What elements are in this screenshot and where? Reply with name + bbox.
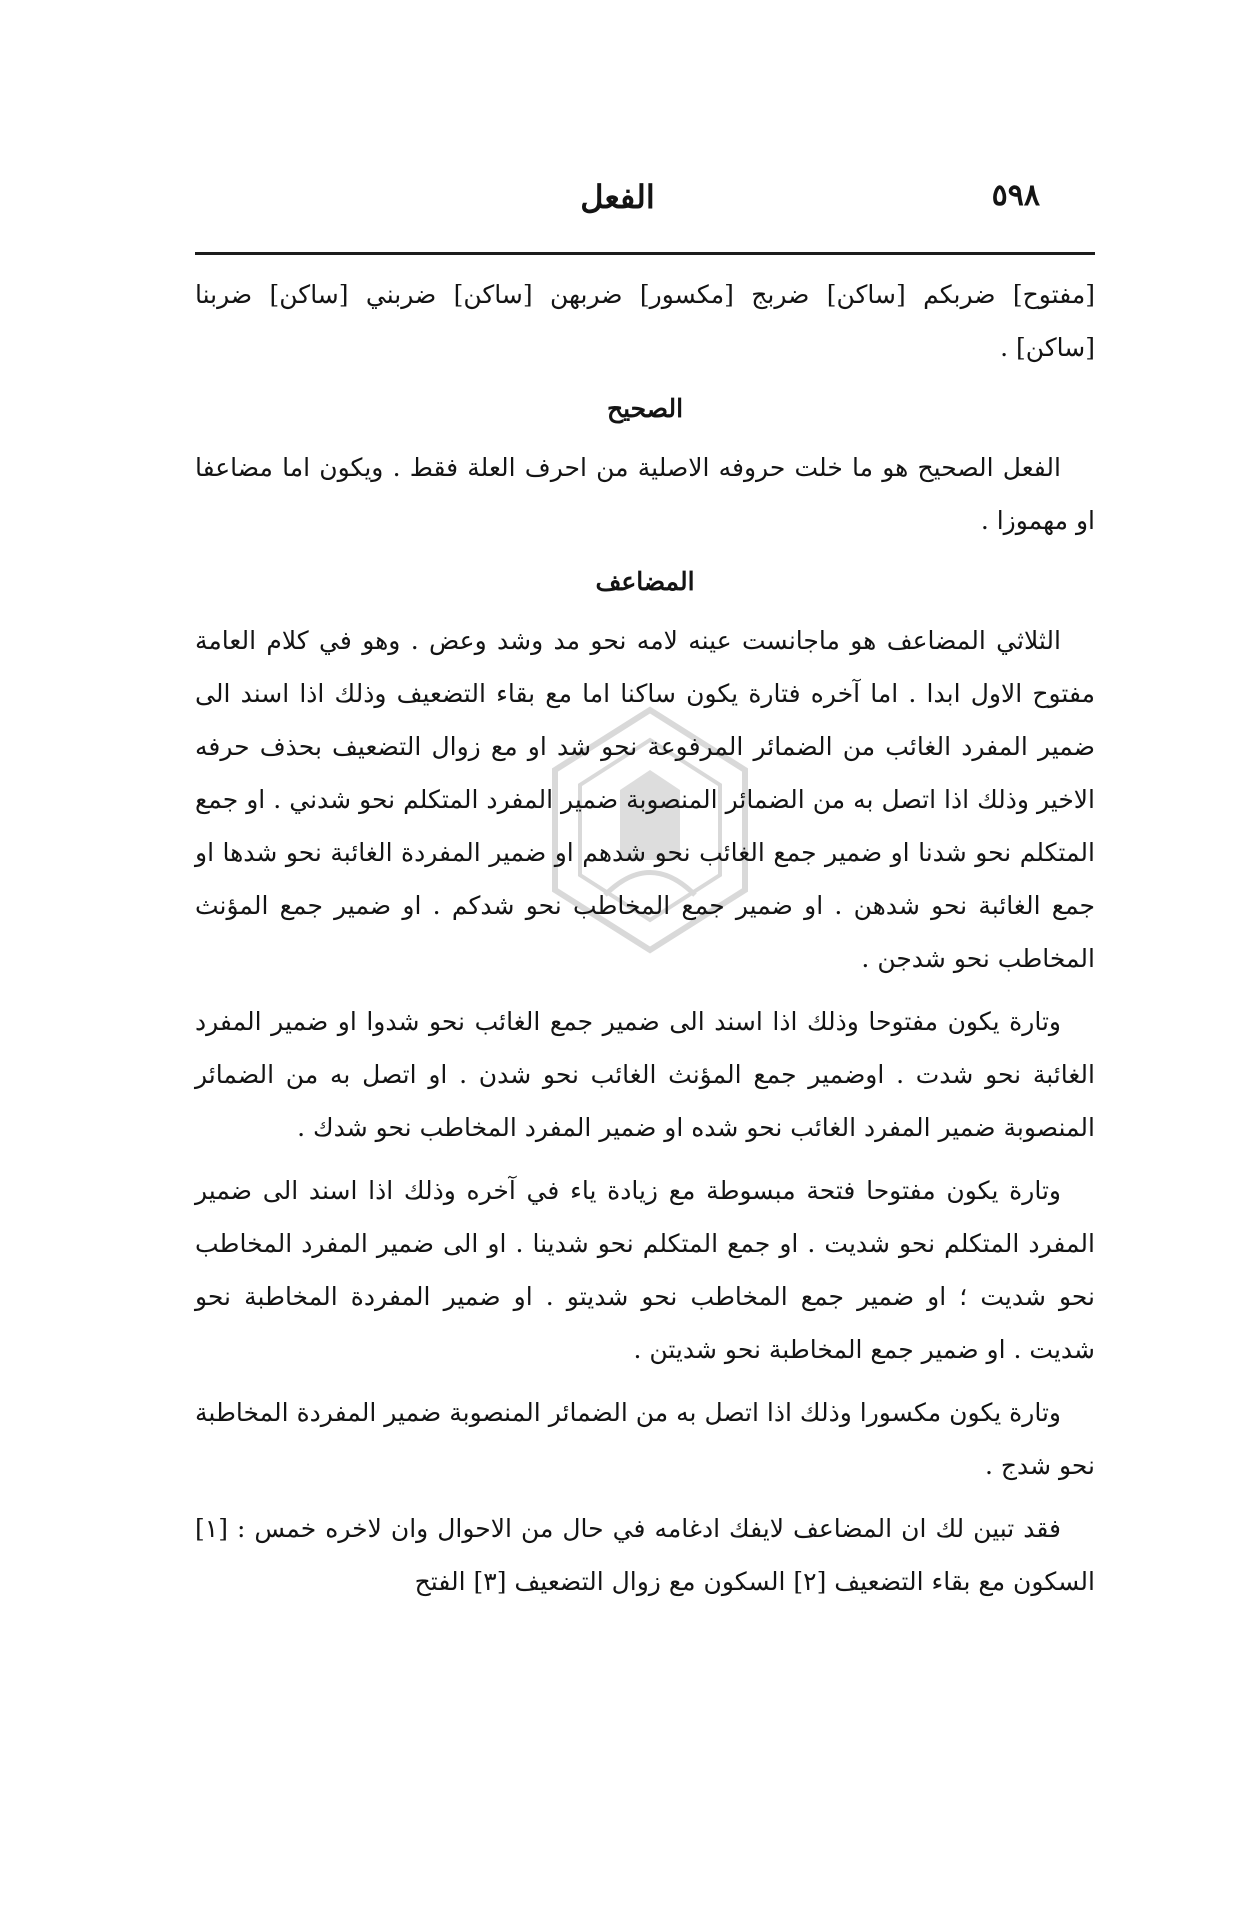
continued-paragraph: [مفتوح] ضربكم [ساكن] ضربج [مكسور] ضربهن [ساكن] ضربني [ساكن] ضربنا [ساكن] . [195,280,1095,362]
header-rule [195,252,1095,255]
paragraph: وتارة يكون مكسورا وذلك اذا اتصل به من الضمائر المنصوبة ضمير المفردة المخاطبة نحو شدج . [195,1398,1095,1480]
paragraph: وتارة يكون مفتوحا وذلك اذا اسند الى ضمير جمع الغائب نحو شدوا او ضمير المفرد الغائبة نحو شدت . اوضمير جمع المؤنث الغائب نحو شدن . او اتصل به من الضمائر المنصوبة ضمير المفرد الغائب نحو شده او ضمير المفرد المخاطب نحو شدك . [195,1007,1095,1142]
paragraph: الفعل الصحيح هو ما خلت حروفه الاصلية من احرف العلة فقط . ويكون اما مضاعفا او مهموزا . [195,453,1095,535]
page-body [195,268,1095,1608]
paragraph: الثلاثي المضاعف هو ماجانست عينه لامه نحو مد وشد وعض . وهو في كلام العامة مفتوح الاول ابدا . اما آخره فتارة يكون ساكنا اما مع بقاء التضعيف وذلك اذا اسند الى ضمير المفرد الغائب من الضمائر المرفوعة نحو شد او مع زوال التضعيف بحذف حرفه الاخير وذلك اذا اتصل به من الضمائر المنصوبة ضمير المفرد المتكلم نحو شدني . او جمع المتكلم نحو شدنا او ضمير جمع الغائب نحو شدهم او ضمير المفردة الغائبة نحو شدها او جمع الغائبة نحو شدهن . او ضمير جمع المخاطب نحو شدكم . او ضمير جمع المؤنث المخاطب نحو شدجن . [195,626,1095,973]
paragraph: فقد تبين لك ان المضاعف لايفك ادغامه في حال من الاحوال وان لاخره خمس : [١] السكون مع بقاء التضعيف [٢] السكون مع زوال التضعيف [٣] الفتح [195,1514,1095,1596]
page-header [195,178,1040,230]
section-heading-sahih: الصحيح [606,394,684,423]
paragraph: وتارة يكون مفتوحا فتحة مبسوطة مع زيادة ياء في آخره وذلك اذا اسند الى ضمير المفرد المتكلم نحو شديت . او جمع المتكلم نحو شدينا . او الى ضمير المفرد المخاطب نحو شديت ؛ او ضمير جمع المخاطب نحو شديتو . او ضمير المفردة المخاطبة نحو شديت . او ضمير جمع المخاطبة نحو شديتن . [195,1176,1095,1364]
page-number: ٥٩٨ [991,178,1040,213]
running-title: الفعل [580,178,655,216]
section-heading-mudaaf: المضاعف [595,567,695,596]
